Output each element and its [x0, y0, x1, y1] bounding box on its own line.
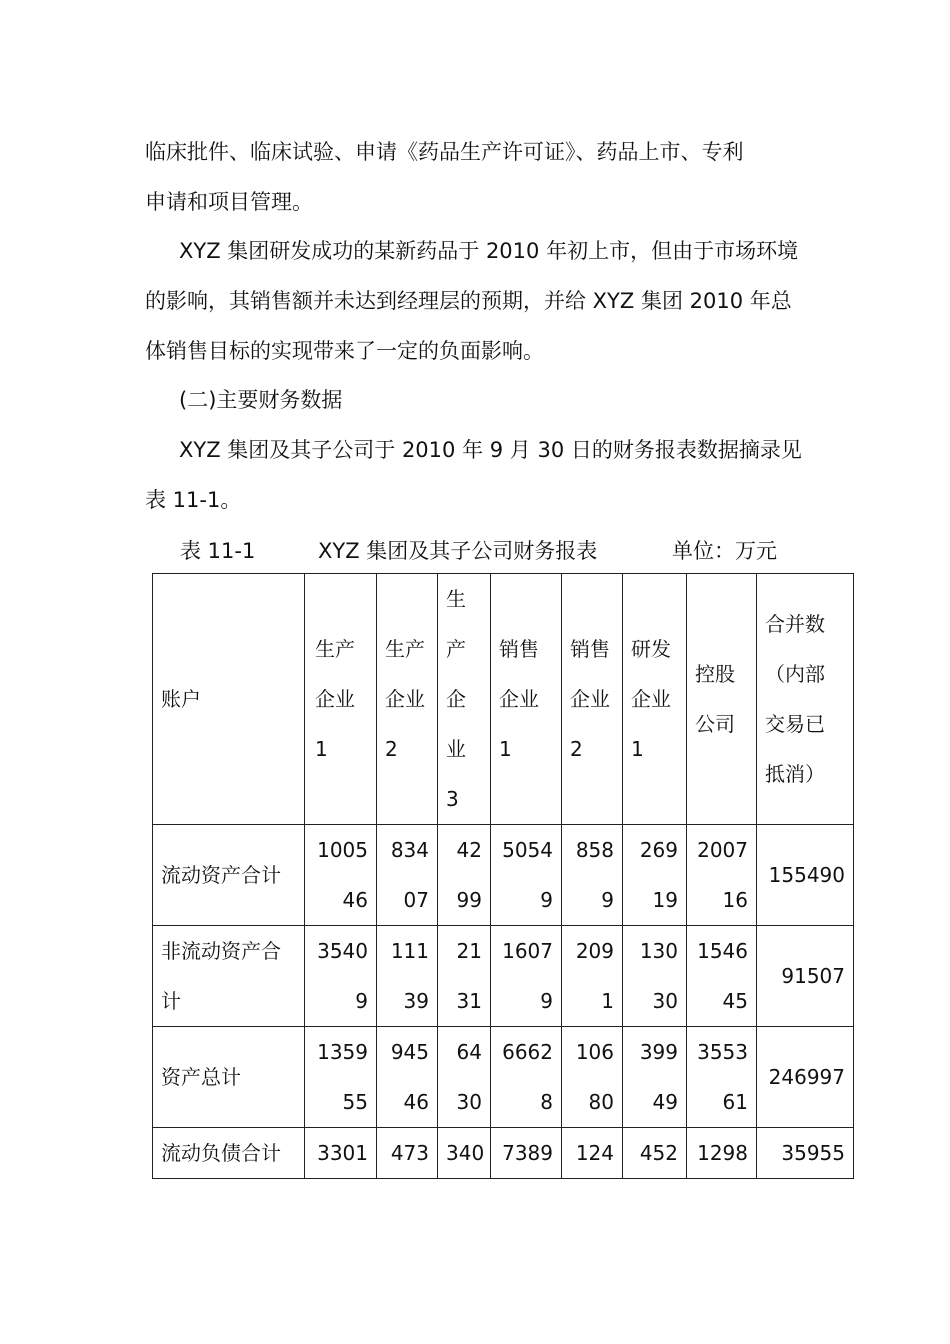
header-cell: 账户	[153, 574, 305, 825]
account-cell: 资产总计	[153, 1027, 305, 1128]
text-line: XYZ 集团及其子公司于 2010 年 9 月 30 日的财务报表数据摘录见	[179, 438, 802, 462]
financial-table	[152, 573, 854, 1179]
text-line: 表 11-1。	[145, 488, 242, 512]
value-cell: 35409	[305, 926, 377, 1027]
heading-text: (二)主要财务数据	[179, 388, 343, 412]
value-cell: 13030	[623, 926, 687, 1027]
table-number: 表 11-1	[180, 539, 256, 563]
value-cell: 2131	[438, 926, 491, 1027]
section-heading	[145, 375, 825, 425]
text-line: 临床批件、临床试验、申请《药品生产许可证》、药品上市、专利	[145, 140, 744, 164]
value-cell: 124	[562, 1128, 623, 1179]
value-cell: 4299	[438, 825, 491, 926]
text-line: 体销售目标的实现带来了一定的负面影响。	[145, 339, 544, 363]
header-cell: 生产企业3	[438, 574, 491, 825]
value-cell: 50549	[491, 825, 562, 926]
value-cell: 473	[377, 1128, 438, 1179]
value-cell: 8589	[562, 825, 623, 926]
account-cell: 非流动资产合计	[153, 926, 305, 1027]
table-row	[153, 1128, 854, 1179]
value-cell: 200716	[687, 825, 757, 926]
value-cell: 83407	[377, 825, 438, 926]
account-cell: 流动资产合计	[153, 825, 305, 926]
account-cell: 流动负债合计	[153, 1128, 305, 1179]
value-cell: 154645	[687, 926, 757, 1027]
value-cell: 26919	[623, 825, 687, 926]
value-cell: 1298	[687, 1128, 757, 1179]
value-cell: 340	[438, 1128, 491, 1179]
value-cell: 66628	[491, 1027, 562, 1128]
header-cell: 生产企业2	[377, 574, 438, 825]
value-cell: 6430	[438, 1027, 491, 1128]
paragraph-new-drug	[145, 226, 825, 376]
table-row	[153, 1027, 854, 1128]
paragraph-table-intro	[145, 425, 825, 525]
total-cell: 91507	[757, 926, 854, 1027]
table-row	[153, 825, 854, 926]
table-title: XYZ 集团及其子公司财务报表	[318, 539, 598, 563]
value-cell: 135955	[305, 1027, 377, 1128]
value-cell: 452	[623, 1128, 687, 1179]
text-line: 的影响，其销售额并未达到经理层的预期，并给 XYZ 集团 2010 年总	[145, 289, 792, 313]
header-cell: 销售企业1	[491, 574, 562, 825]
table-header-row	[153, 574, 854, 825]
value-cell: 39949	[623, 1027, 687, 1128]
total-cell: 155490	[757, 825, 854, 926]
header-cell: 合并数（内部交易已抵消）	[757, 574, 854, 825]
table-unit: 单位：万元	[672, 539, 777, 563]
total-cell: 246997	[757, 1027, 854, 1128]
value-cell: 10680	[562, 1027, 623, 1128]
total-cell: 35955	[757, 1128, 854, 1179]
value-cell: 2091	[562, 926, 623, 1027]
header-cell: 销售企业2	[562, 574, 623, 825]
table-row	[153, 926, 854, 1027]
text-line: 申请和项目管理。	[145, 190, 313, 214]
value-cell: 7389	[491, 1128, 562, 1179]
value-cell: 11139	[377, 926, 438, 1027]
header-cell: 生产企业1	[305, 574, 377, 825]
value-cell: 94546	[377, 1027, 438, 1128]
header-cell: 控股公司	[687, 574, 757, 825]
header-cell: 研发企业1	[623, 574, 687, 825]
value-cell: 355361	[687, 1027, 757, 1128]
value-cell: 3301	[305, 1128, 377, 1179]
table-caption	[180, 526, 820, 576]
value-cell: 100546	[305, 825, 377, 926]
text-line: XYZ 集团研发成功的某新药品于 2010 年初上市，但由于市场环境	[179, 239, 799, 263]
paragraph-intro	[145, 127, 825, 227]
value-cell: 16079	[491, 926, 562, 1027]
